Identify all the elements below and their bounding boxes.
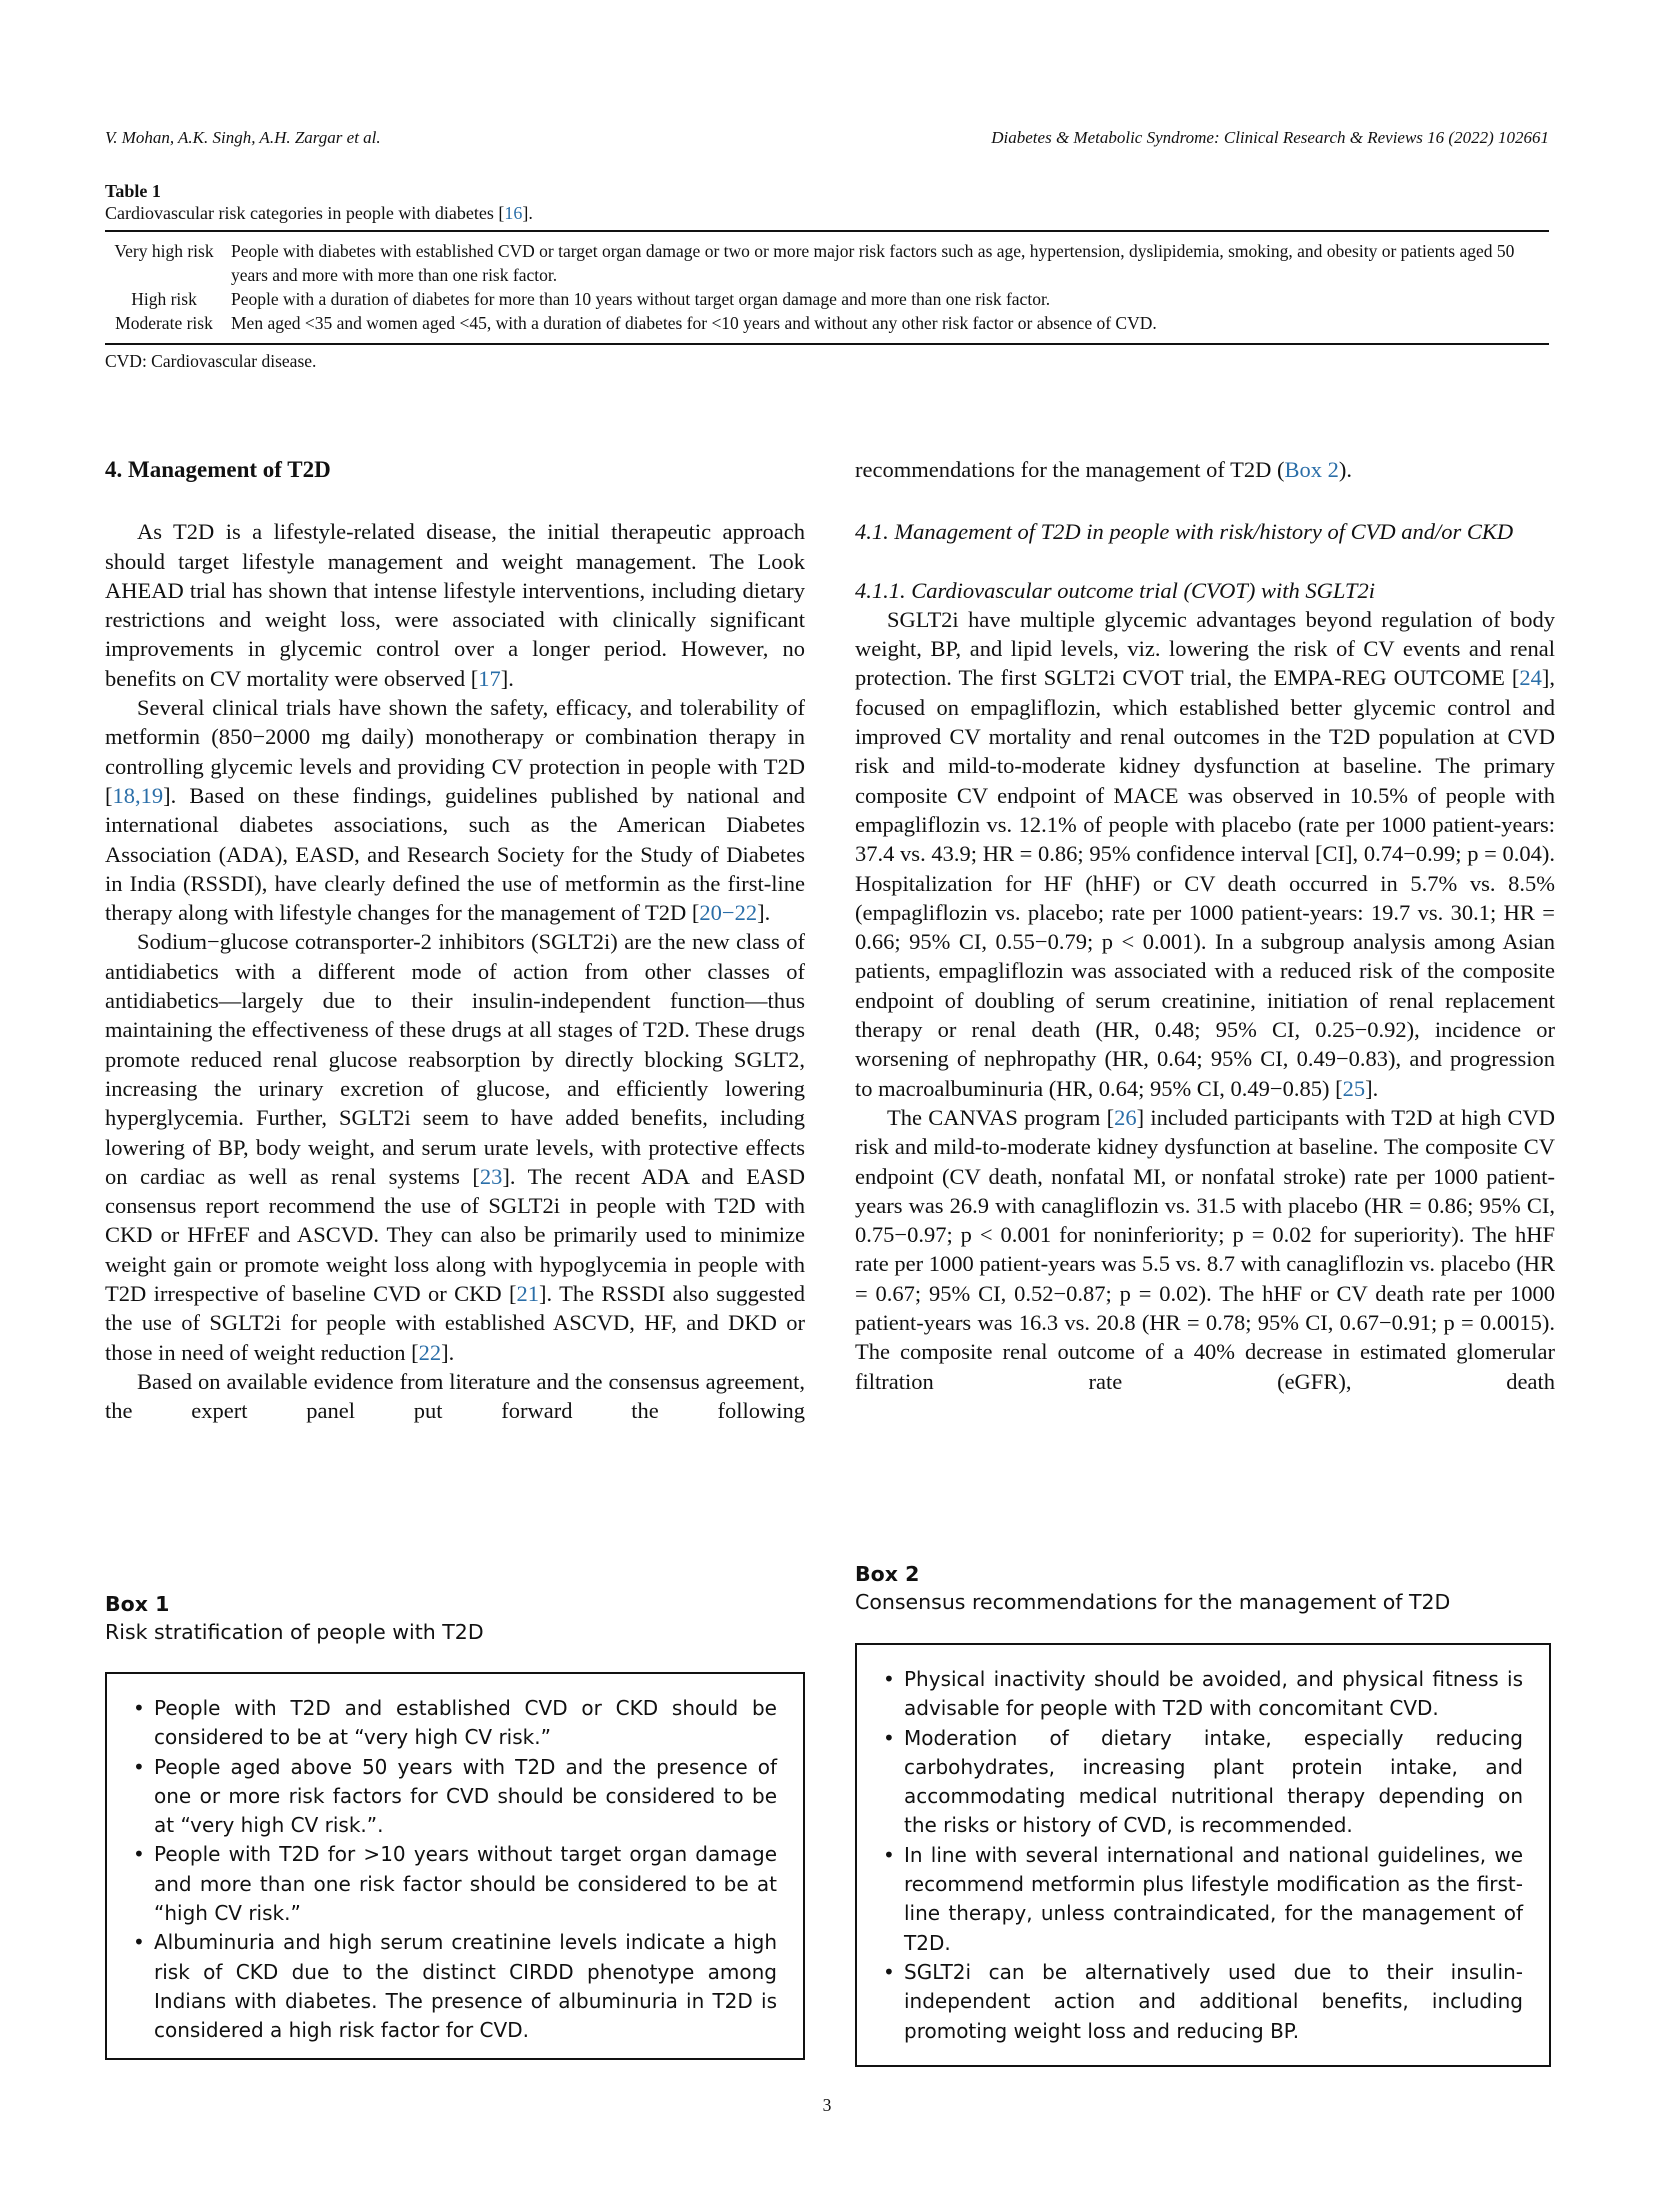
table-1	[105, 180, 1549, 372]
paragraph: The CANVAS program [26] included participants with T2D at high CVD risk and mild-to-moderate kidney dysfunction at baseline. The composite CV endpoint (CV death, nonfatal MI, or nonfatal stroke) rate per 1000 patient-years was 26.9 with canagliflozin vs. 31.5 with placebo (HR = 0.86; 95% CI, 0.75−0.97; p < 0.001 for noninferiority; p = 0.02 for superiority). The hHF rate per 1000 patient-years was 5.5 vs. 8.7 with canagliflozin vs. placebo (HR = 0.67; 95% CI, 0.52−0.87; p = 0.02). The hHF or CV death rate per 1000 patient-years was 16.3 vs. 20.8 (HR = 0.78; 95% CI, 0.67−0.91; p = 0.0015). The composite renal outcome of a 40% decrease in estimated glomerular filtration rate (eGFR), death	[855, 1104, 1556, 1394]
risk-description: Men aged <35 and women aged <45, with a duration of diabetes for <10 years and without any other risk factor or absence of CVD.	[231, 313, 1157, 333]
table-label: Table 1	[105, 181, 161, 201]
subsection-heading: 4.1. Management of T2D in people with risk/history of CVD and/or CKD	[855, 519, 1514, 545]
list-item: • Physical inactivity should be avoided, and physical fitness is advisable for people with T2D with concomitant CVD.	[883, 1667, 1523, 1721]
box-1-title	[105, 1590, 484, 1646]
citation-link[interactable]: 26	[1114, 1104, 1137, 1130]
box-caption: Risk stratification of people with T2D	[105, 1620, 484, 1644]
box-caption: Consensus recommendations for the management of T2D	[855, 1590, 1451, 1614]
list-item: • People with T2D for >10 years without target organ damage and more than one risk factor should be considered to be at “high CV risk.”	[133, 1842, 777, 1926]
citation-link[interactable]: 25	[1342, 1075, 1366, 1101]
table-row	[105, 287, 1549, 311]
citation-link[interactable]: 24	[1519, 665, 1542, 691]
list-item: • Moderation of dietary intake, especially reducing carbohydrates, increasing plant protein intake, and accommodating medical nutritional therapy depending on the risks or history of CVD, is recommended.	[883, 1725, 1523, 1838]
box-label: Box 1	[105, 1592, 170, 1616]
citation-link[interactable]: 20−22	[699, 900, 758, 926]
paragraph: Based on available evidence from literature and the consensus agreement, the expert panel put forward the following	[105, 1368, 805, 1424]
citation-link[interactable]: 21	[516, 1281, 540, 1307]
right-column	[855, 455, 1555, 1396]
running-header-authors: V. Mohan, A.K. Singh, A.H. Zargar et al.	[105, 128, 381, 147]
citation-link[interactable]: 22	[418, 1339, 442, 1365]
risk-description: People with a duration of diabetes for more than 10 years without target organ damage and more than one risk factor.	[231, 289, 1051, 309]
risk-category: Very high risk	[114, 241, 214, 261]
paragraph: Several clinical trials have shown the safety, efficacy, and tolerability of metformin (850−2000 mg daily) monotherapy or combination therapy in controlling glycemic levels and providing CV protection in people with T2D [18,19]. Based on these findings, guidelines published by national and international diabetes associations, such as the American Diabetes Association (ADA), EASD, and Research Society for the Study of Diabetes in India (RSSDI), have clearly defined the use of metformin as the first-line therapy along with lifestyle changes for the management of T2D [20−22].	[105, 695, 805, 926]
list-item: • In line with several international and national guidelines, we recommend metformin plus lifestyle modification as the first-line therapy, unless contraindicated, for the management of T2D.	[883, 1842, 1523, 1955]
box-2-title	[855, 1560, 1450, 1616]
section-heading: 4. Management of T2D	[105, 457, 331, 482]
table-row	[105, 239, 1549, 287]
citation-link[interactable]: 16	[504, 203, 523, 223]
running-header-journal: Diabetes & Metabolic Syndrome: Clinical Research & Reviews 16 (2022) 102661	[991, 128, 1549, 147]
box-2	[855, 1643, 1551, 2067]
box-link[interactable]: Box 2	[1284, 457, 1339, 482]
table-body	[105, 230, 1549, 345]
subsubsection-heading: 4.1.1. Cardiovascular outcome trial (CVOT) with SGLT2i	[855, 577, 1375, 603]
table-caption: Cardiovascular risk categories in people with diabetes [16].	[105, 203, 533, 223]
box-label: Box 2	[855, 1562, 920, 1586]
box-1	[105, 1672, 805, 2060]
paragraph: As T2D is a lifestyle-related disease, the initial therapeutic approach should target lifestyle management and weight management. The Look AHEAD trial has shown that intense lifestyle interventions, including dietary restrictions and weight loss, were associated with clinically significant improvements in glycemic control over a longer period. However, no benefits on CV mortality were observed [17].	[105, 519, 805, 691]
citation-link[interactable]: 18,19	[112, 782, 164, 808]
table-footnote: CVD: Cardiovascular disease.	[105, 351, 317, 371]
paragraph: Sodium−glucose cotransporter-2 inhibitors (SGLT2i) are the new class of antidiabetics with a different mode of action from other classes of antidiabetics—largely due to their insulin-independent function—thus maintaining the effectiveness of these drugs at all stages of T2D. These drugs promote reduced renal glucose reabsorption by directly blocking SGLT2, increasing the urinary excretion of glucose, and efficiently lowering hyperglycemia. Further, SGLT2i seem to have added benefits, including lowering of BP, body weight, and serum urate levels, with protective effects on cardiac as well as renal systems [23]. The recent ADA and EASD consensus report recommend the use of SGLT2i in people with T2D with CKD or HFrEF and ASCVD. They can also be primarily used to minimize weight gain or promote weight loss along with hypoglycemia in people with T2D irrespective of baseline CVD or CKD [21]. The RSSDI also suggested the use of SGLT2i for people with established ASCVD, HF, and DKD or those in need of weight reduction [22].	[105, 929, 806, 1365]
risk-category: Moderate risk	[115, 313, 213, 333]
list-item: • People with T2D and established CVD or CKD should be considered to be at “very high CV risk.”	[133, 1696, 777, 1750]
paragraph: SGLT2i have multiple glycemic advantages beyond regulation of body weight, BP, and lipid levels, viz. lowering the risk of CV events and renal protection. The first SGLT2i CVOT trial, the EMPA-REG OUTCOME [24], focused on empagliflozin, which established better glycemic control and improved CV mortality and renal outcomes in the T2D population at CVD risk and mild-to-moderate kidney dysfunction at baseline. The primary composite CV endpoint of MACE was observed in 10.5% of people with empagliflozin vs. 12.1% of people with placebo (rate per 1000 patient-years: 37.4 vs. 43.9; HR = 0.86; 95% confidence interval [CI], 0.74−0.99; p = 0.04). Hospitalization for HF (hHF) or CV death occurred in 5.7% vs. 8.5% (empagliflozin vs. placebo; rate per 1000 patient-years: 19.7 vs. 30.1; HR = 0.66; 95% CI, 0.55−0.79; p < 0.001). In a subgroup analysis among Asian patients, empagliflozin was associated with a reduced risk of the composite endpoint of doubling of serum creatinine, initiation of renal replacement therapy or renal death (HR, 0.48; 95% CI, 0.25−0.92), incidence or worsening of nephropathy (HR, 0.64; 95% CI, 0.49−0.83), and progression to macroalbuminuria (HR, 0.64; 95% CI, 0.49−0.85) [25].	[855, 606, 1555, 1101]
page-number: 3	[822, 2095, 832, 2115]
paragraph-continued: recommendations for the management of T2D (Box 2).	[855, 457, 1352, 482]
risk-category: High risk	[131, 289, 197, 309]
list-item: • Albuminuria and high serum creatinine levels indicate a high risk of CKD due to the distinct CIRDD phenotype among Indians with diabetes. The presence of albuminuria in T2D is considered a high risk factor for CVD.	[133, 1930, 777, 2043]
citation-link[interactable]: 17	[478, 665, 501, 691]
citation-link[interactable]: 23	[479, 1163, 503, 1189]
list-item: • People aged above 50 years with T2D and the presence of one or more risk factors for CVD should be considered to be at “very high CV risk.”.	[133, 1754, 777, 1838]
left-column	[105, 455, 805, 1426]
list-item: • SGLT2i can be alternatively used due to their insulin-independent action and additional benefits, including promoting weight loss and reducing BP.	[883, 1959, 1523, 2043]
table-row	[105, 311, 1549, 335]
risk-description: People with diabetes with established CVD or target organ damage or two or more major risk factors such as age, hypertension, dyslipidemia, smoking, and obesity or patients aged 50 years and more with more than one risk factor.	[231, 241, 1515, 285]
